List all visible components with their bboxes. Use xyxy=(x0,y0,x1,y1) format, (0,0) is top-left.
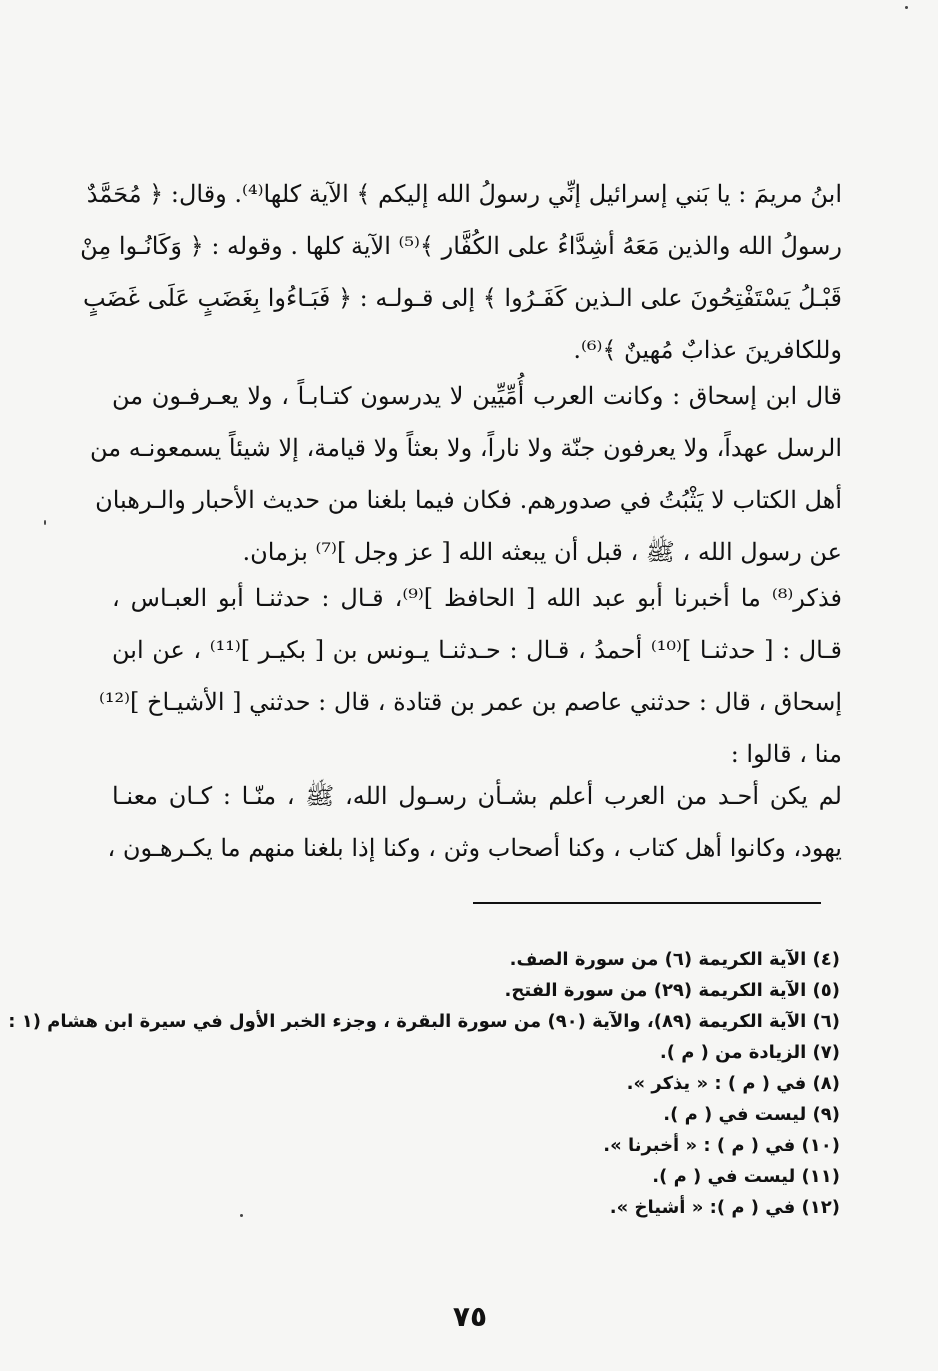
footnote: (١١) ليست في ( م ). xyxy=(652,1166,840,1187)
text-line: قال ابن إسحاق : وكانت العرب أُمِّيِّين لا يدرسون كتـابـاً ، ولا يعـرفـون من xyxy=(112,382,842,410)
text-line: إسحاق ، قال : حدثني عاصم بن عمر بن قتادة ، قال : حدثني [ الأشيـاخ ]⁽¹²⁾ xyxy=(98,688,842,716)
text-line: رسولُ الله والذين مَعَهُ أشِدَّاءُ على الكُفَّار ﴾⁽⁵⁾ الآية كلها . وقوله : ﴿ وَكَانُـوا مِنْ xyxy=(80,232,842,260)
footnote: (٧) الزيادة من ( م ). xyxy=(659,1042,840,1063)
text-line: عن رسول الله ، ﷺ ، قبل أن يبعثه الله [ عز وجل ]⁽⁷⁾ بزمان. xyxy=(242,538,842,566)
text-line: يهود، وكانوا أهل كتاب ، وكنا أصحاب وثن ، وكنا إذا بلغنا منهم ما يكـرهـون ، xyxy=(107,834,842,862)
text-line: وللكافرينَ عذابٌ مُهينٌ ﴾⁽⁶⁾. xyxy=(573,336,842,364)
text-line: ابنُ مريمَ : يا بَني إسرائيل إنِّي رسولُ الله إليكم ﴾ الآية كلها⁽⁴⁾. وقال: ﴿ مُحَمَّدٌ xyxy=(86,180,842,208)
footnote: (١٠) في ( م ) : « أخبرنا ». xyxy=(603,1135,840,1156)
footnote: (٥) الآية الكريمة (٢٩) من سورة الفتح. xyxy=(504,980,840,1001)
text-line: قَبْـلُ يَسْتَفْتِحُونَ على الـذين كَفَـرُوا ﴾ إلى قـولـه : ﴿ فَبَـاءُوا بِغَضَبٍ عَلَى غَضَبٍ xyxy=(83,284,842,312)
text-line: الرسل عهداً، ولا يعرفون جنّة ولا ناراً، ولا بعثاً ولا قيامة، إلا شيئاً يسمعونـه من xyxy=(90,434,842,462)
text-line: لم يكن أحـد من العرب أعلم بشـأن رسـول الله، ﷺ ، منّـا : كـان معنـا xyxy=(112,782,842,810)
footnote: (٤) الآية الكريمة (٦) من سورة الصف. xyxy=(509,949,840,970)
text-line: قـال : [ حدثنـا ]⁽¹⁰⁾ أحمدُ ، قـال : حـدثنـا يـونس بن [ بكيـر ]⁽¹¹⁾ ، عن ابن xyxy=(112,636,842,664)
footnote: (٦) الآية الكريمة (٨٩)، والآية (٩٠) من سورة البقرة ، وجزء الخبر الأول في سيرة ابن هشام (١ : xyxy=(8,1011,840,1032)
paragraph-4 xyxy=(107,770,842,874)
paragraph-3 xyxy=(98,572,843,780)
scan-speck xyxy=(44,520,46,525)
text-line: فذكر⁽⁸⁾ ما أخبرنا أبو عبد الله [ الحافظ ]⁽⁹⁾، قـال : حدثنـا أبو العبـاس ، xyxy=(112,584,843,612)
footnote: (١٢) في ( م ): « أشياخ ». xyxy=(609,1197,840,1218)
footnote-separator xyxy=(473,902,821,904)
footnote: (٩) ليست في ( م ). xyxy=(663,1104,840,1125)
text-line: منا ، قالوا : xyxy=(730,740,842,768)
paragraph-2 xyxy=(90,370,842,578)
scan-speck xyxy=(905,6,908,9)
footnote: (٨) في ( م ) : « يذكر ». xyxy=(626,1073,840,1094)
paragraph-1 xyxy=(80,168,842,376)
text-line: أهل الكتاب لا يَثْبُتُ في صدورهم. فكان فيما بلغنا من حديث الأحبار والـرهبان xyxy=(95,486,842,514)
page-number: ٧٥ xyxy=(452,1300,488,1333)
footnotes xyxy=(8,944,840,1223)
